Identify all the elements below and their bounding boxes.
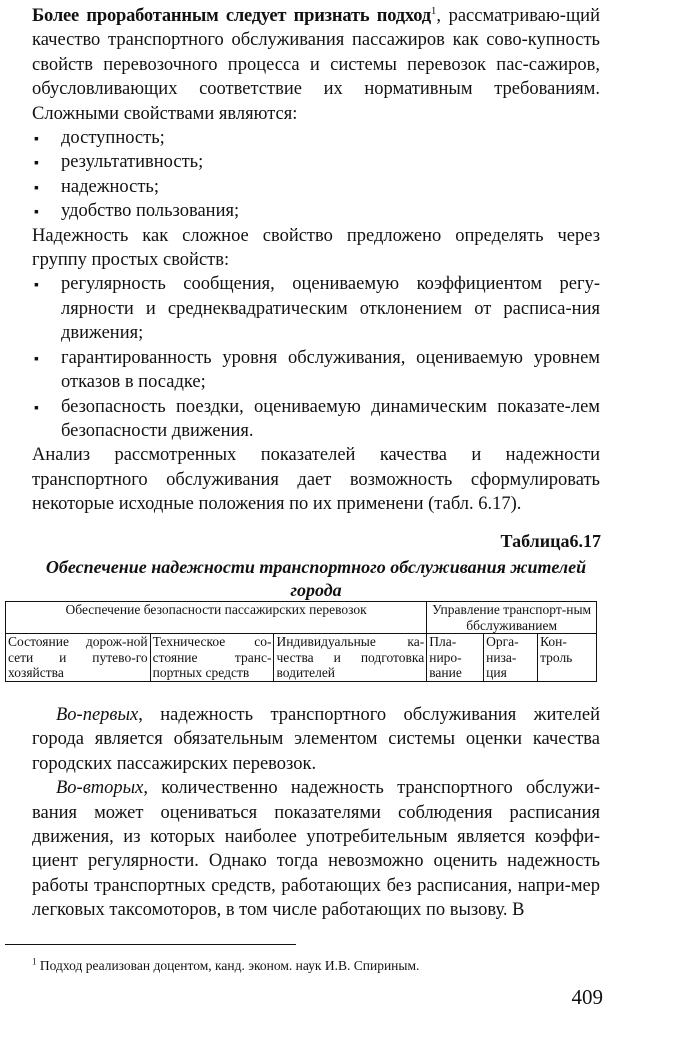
firstly-lead: Во-первых (56, 705, 139, 725)
list-item (32, 199, 600, 223)
footnote-text: Подход реализован доцентом, канд. эконом. наук И.В. Спириным. (36, 958, 420, 973)
bullet-icon (34, 272, 46, 298)
table-title: Обеспечение надежности транспортного обслуживания жителей города (45, 557, 587, 600)
footnote-divider (5, 944, 296, 945)
list-item-text: результативность; (61, 152, 204, 173)
footnote-reference: 1 (430, 4, 437, 17)
list-item (32, 126, 600, 150)
secondly-paragraph (32, 776, 600, 922)
firstly-paragraph (32, 703, 600, 776)
secondly-rest: , количественно надежность транспортного обслужи-вания может оцениваться показателями соблюдения расписания движения, из которых наиболее употребительным является коэффи-циент регулярности. Однако тогда невозможно оценить надежность работы транспортных средств, работающих без расписания, напри-мер легковых таксомоторов, в том числе работающих по вызову. В (32, 778, 600, 921)
reliability-table (5, 601, 597, 682)
secondly-lead: Во-вторых (56, 778, 144, 799)
intro-lead: Более проработанным следует признать подход (32, 6, 431, 26)
intro-paragraph (32, 4, 600, 126)
list-item (32, 395, 600, 444)
list-item-text: доступность; (61, 128, 165, 149)
bullet-icon (34, 346, 46, 372)
list-item (32, 175, 600, 199)
list-item-text: удобство пользования; (61, 201, 240, 222)
list-item (32, 272, 600, 345)
table-cell: Пла-ниро-вание (427, 634, 484, 682)
table-group-header: Обеспечение безопасности пассажирских перевозок (6, 602, 427, 634)
bullet-icon (34, 395, 46, 421)
list-item (32, 150, 600, 174)
bullet-icon (34, 175, 46, 201)
continuation-text (32, 703, 600, 923)
bullet-icon (34, 150, 46, 176)
simple-properties-list (32, 272, 600, 443)
table-cell: Орга-низа-ция (484, 634, 538, 682)
list-item-text: регулярность сообщения, оцениваемую коэффициентом регу-лярности и среднеквадратическим отклонением от расписа-ния движения; (61, 274, 600, 344)
bullet-icon (34, 126, 46, 152)
reliability-intro-paragraph: Надежность как сложное свойство предложено определять через группу простых свойств: (32, 225, 600, 271)
table-row (6, 634, 597, 682)
footnote-mark: 1 (32, 956, 37, 967)
main-text (32, 4, 600, 517)
table-group-header: Управление транспорт-ным ббслуживанием (427, 602, 597, 634)
table-label: Таблица6.17 (500, 531, 601, 551)
table-header-row (6, 602, 597, 634)
table-cell: Состояние дорож-ной сети и путево-го хозяйства (6, 634, 151, 682)
table-cell: Индивидуальные ка-чества и подготовка водителей (274, 634, 427, 682)
table-cell: Техническое со-стояние транс-портных средств (150, 634, 274, 682)
complex-properties-list (32, 126, 600, 224)
bullet-icon (34, 199, 46, 225)
firstly-rest: , надежность транспортного обслуживания жителей города является обязательным элементом системы оценки качества городских пассажирских перевозок. (32, 705, 600, 774)
list-item-text: надежность; (61, 176, 160, 197)
table-cell: Кон-троль (538, 634, 597, 682)
list-item-text: безопасность поездки, оцениваемую динамическим показате-лем безопасности движения. (61, 396, 600, 441)
analysis-paragraph: Анализ рассмотренных показателей качества и надежности транспортного обслуживания дает возможность сформулировать некоторые исходные положения по их применени (табл. 6.17). (32, 445, 600, 515)
intro-rest: , рассматриваю-щий качество транспортного обслуживания пассажиров как сово-купность свойств перевозочного процесса и системы перевозок пас-сажиров, обусловливающих соответствие их нормативным требованиям. Сложными свойствами являются: (32, 6, 600, 124)
list-item-text: гарантированность уровня обслуживания, оцениваемую уровнем отказов в посадке; (61, 347, 600, 393)
page-number: 409 (571, 985, 603, 1009)
footnote (32, 958, 419, 974)
list-item (32, 346, 600, 395)
